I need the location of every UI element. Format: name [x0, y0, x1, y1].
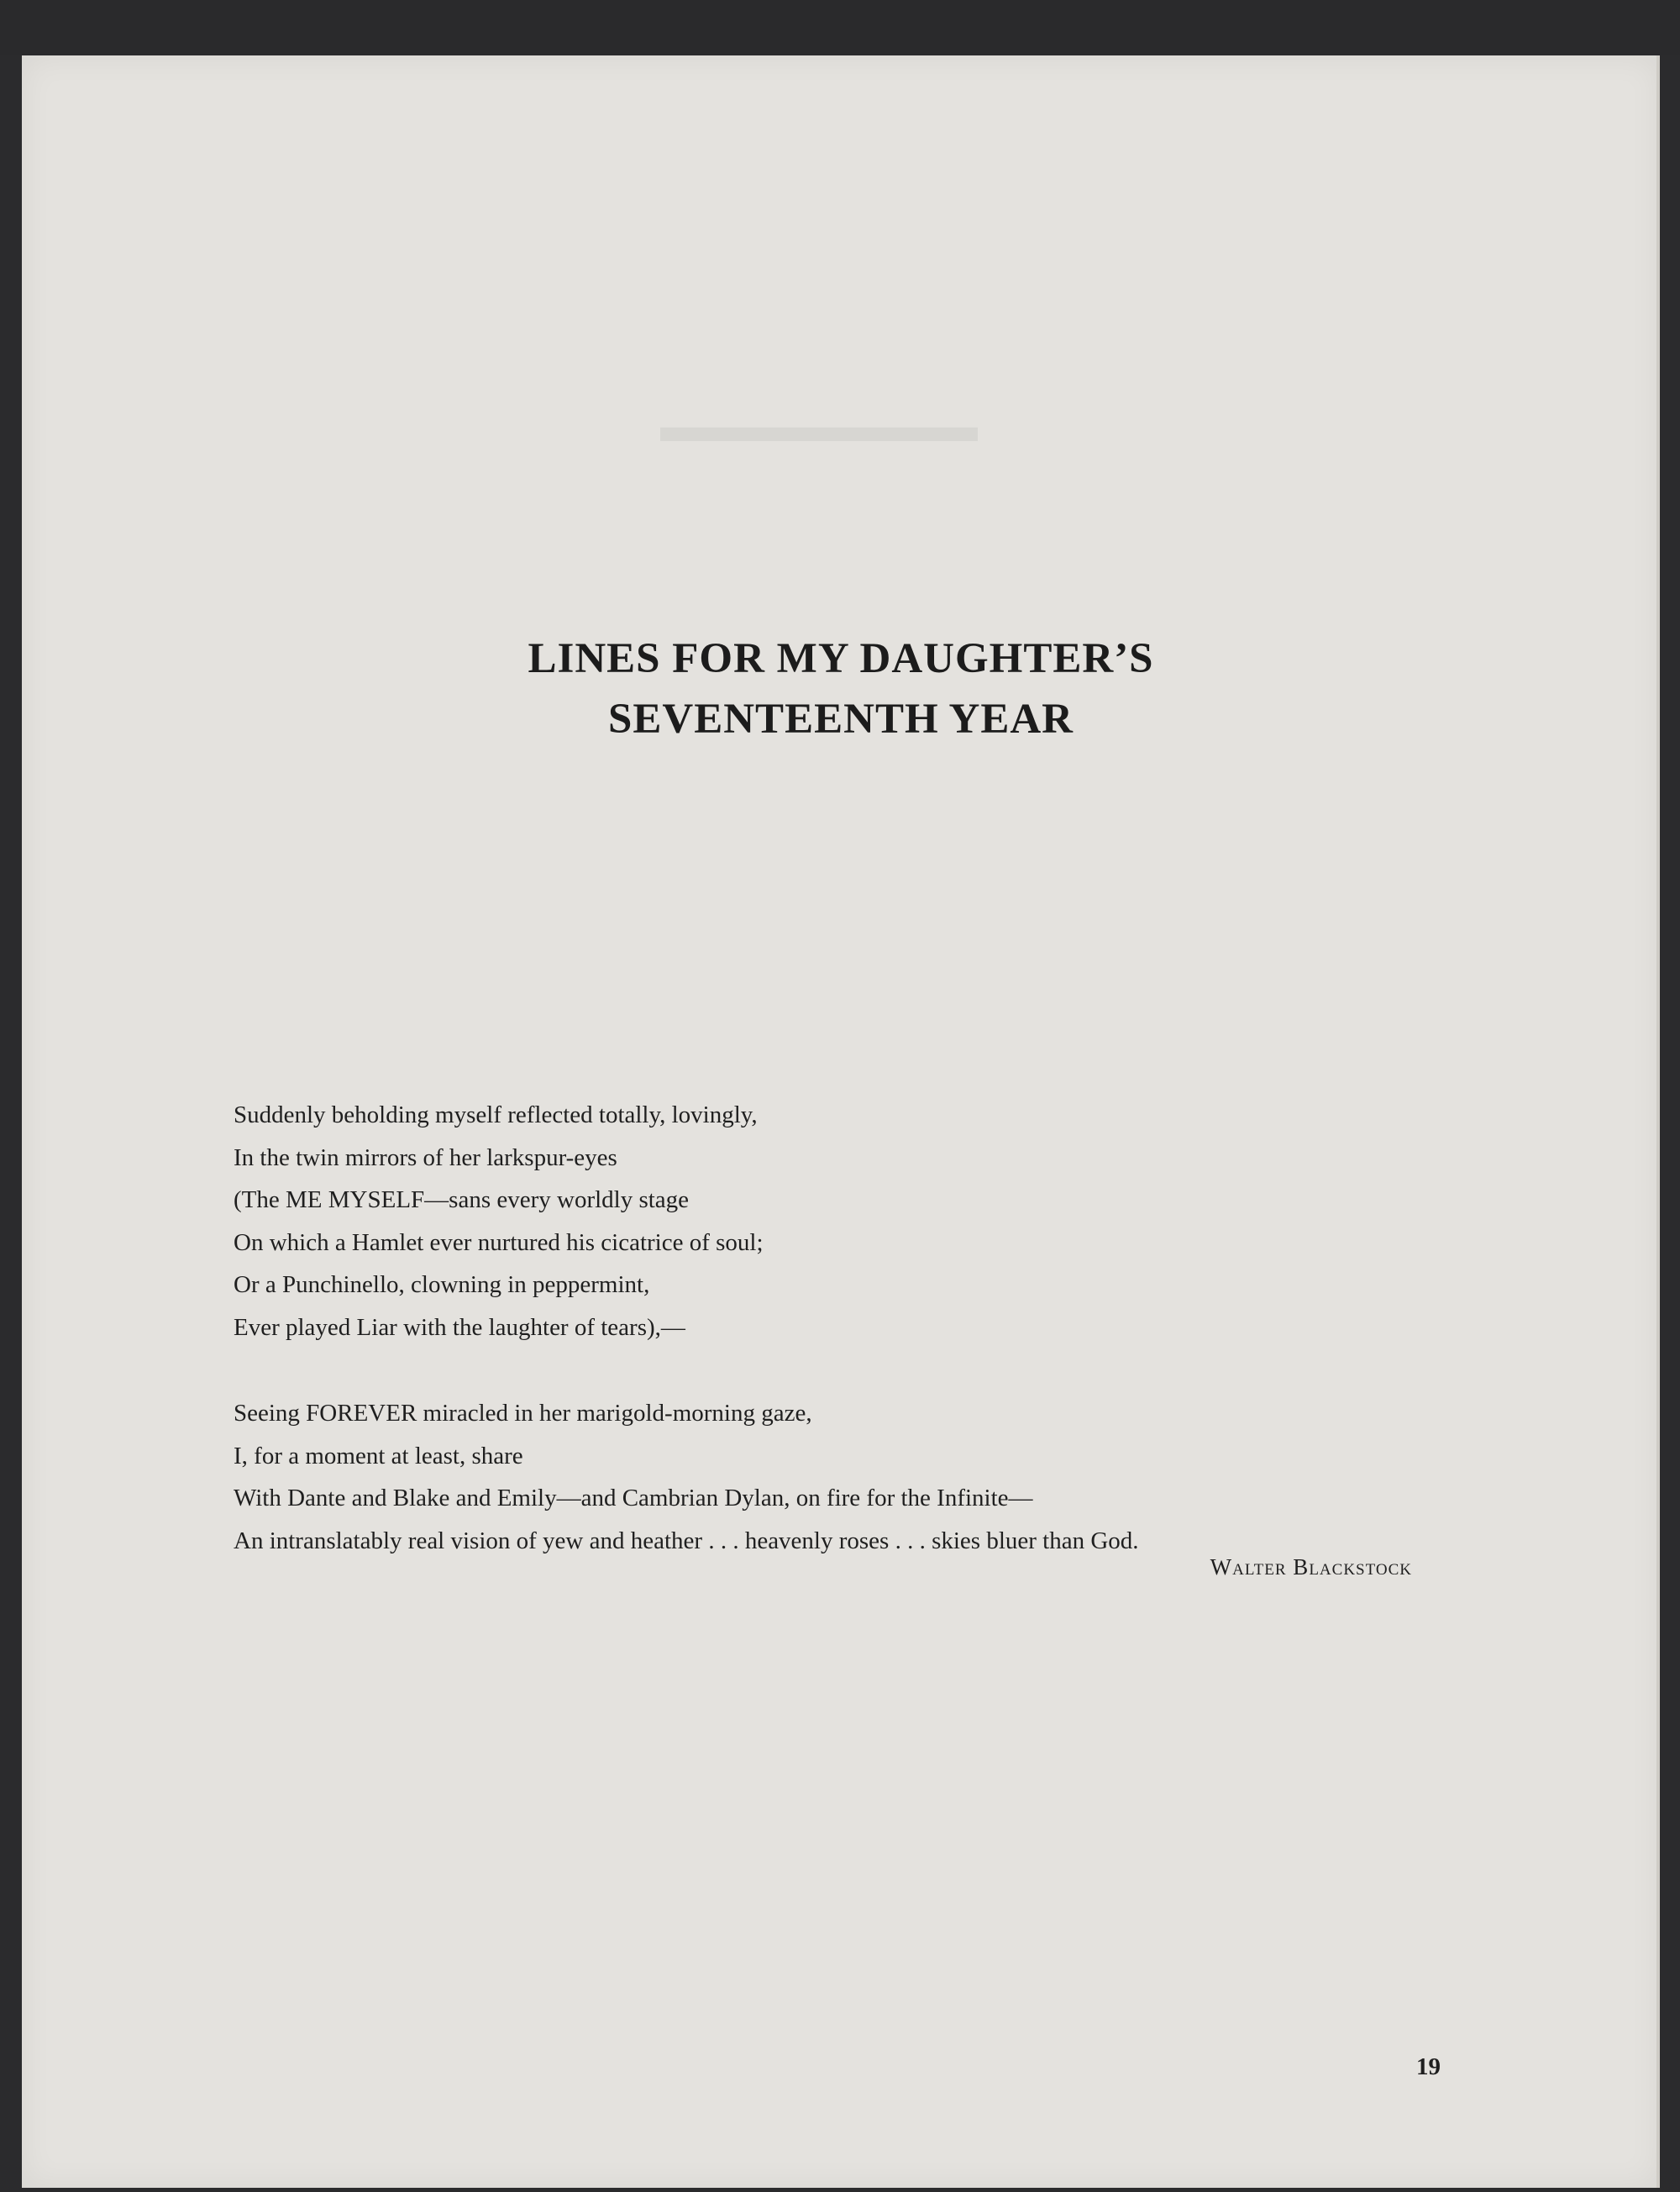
stanza-1: [234, 1094, 1139, 1348]
poem-line: With Dante and Blake and Emily—and Cambrian Dylan, on fire for the Infinite—: [234, 1485, 1033, 1511]
poem-line: (The ME MYSELF—sans every worldly stage: [234, 1186, 690, 1213]
document-page: [22, 55, 1660, 2188]
poem-title-line-2: SEVENTEENTH YEAR: [608, 696, 1074, 743]
poem-line: An intranslatably real vision of yew and heather . . . heavenly roses . . . skies bluer than God.: [234, 1527, 1139, 1554]
poem-line: Seeing FOREVER miracled in her marigold-morning gaze,: [234, 1400, 812, 1427]
scanner-background: [0, 0, 1680, 55]
page-edge: [1656, 55, 1660, 2188]
poem-line: I, for a moment at least, share: [234, 1442, 523, 1469]
author-signature: Walter Blackstock: [1210, 1554, 1412, 1580]
poem-line: Suddenly beholding myself reflected totally, lovingly,: [234, 1101, 758, 1128]
poem-line: On which a Hamlet ever nurtured his cicatrice of soul;: [234, 1228, 764, 1256]
poem-body: [234, 1094, 1139, 1562]
poem-title: [22, 628, 1660, 749]
poem-title-line-1: LINES FOR MY DAUGHTER’S: [528, 635, 1154, 682]
poem-line: In the twin mirrors of her larkspur-eyes: [234, 1143, 617, 1171]
page-number: 19: [1416, 2053, 1441, 2080]
stanza-2: [234, 1392, 1139, 1562]
bleed-through-decoration: ▬▬▬▬▬▬▬: [660, 401, 978, 451]
poem-line: Or a Punchinello, clowning in peppermint,: [234, 1271, 650, 1298]
poem-line: Ever played Liar with the laughter of tears),—: [234, 1313, 685, 1341]
